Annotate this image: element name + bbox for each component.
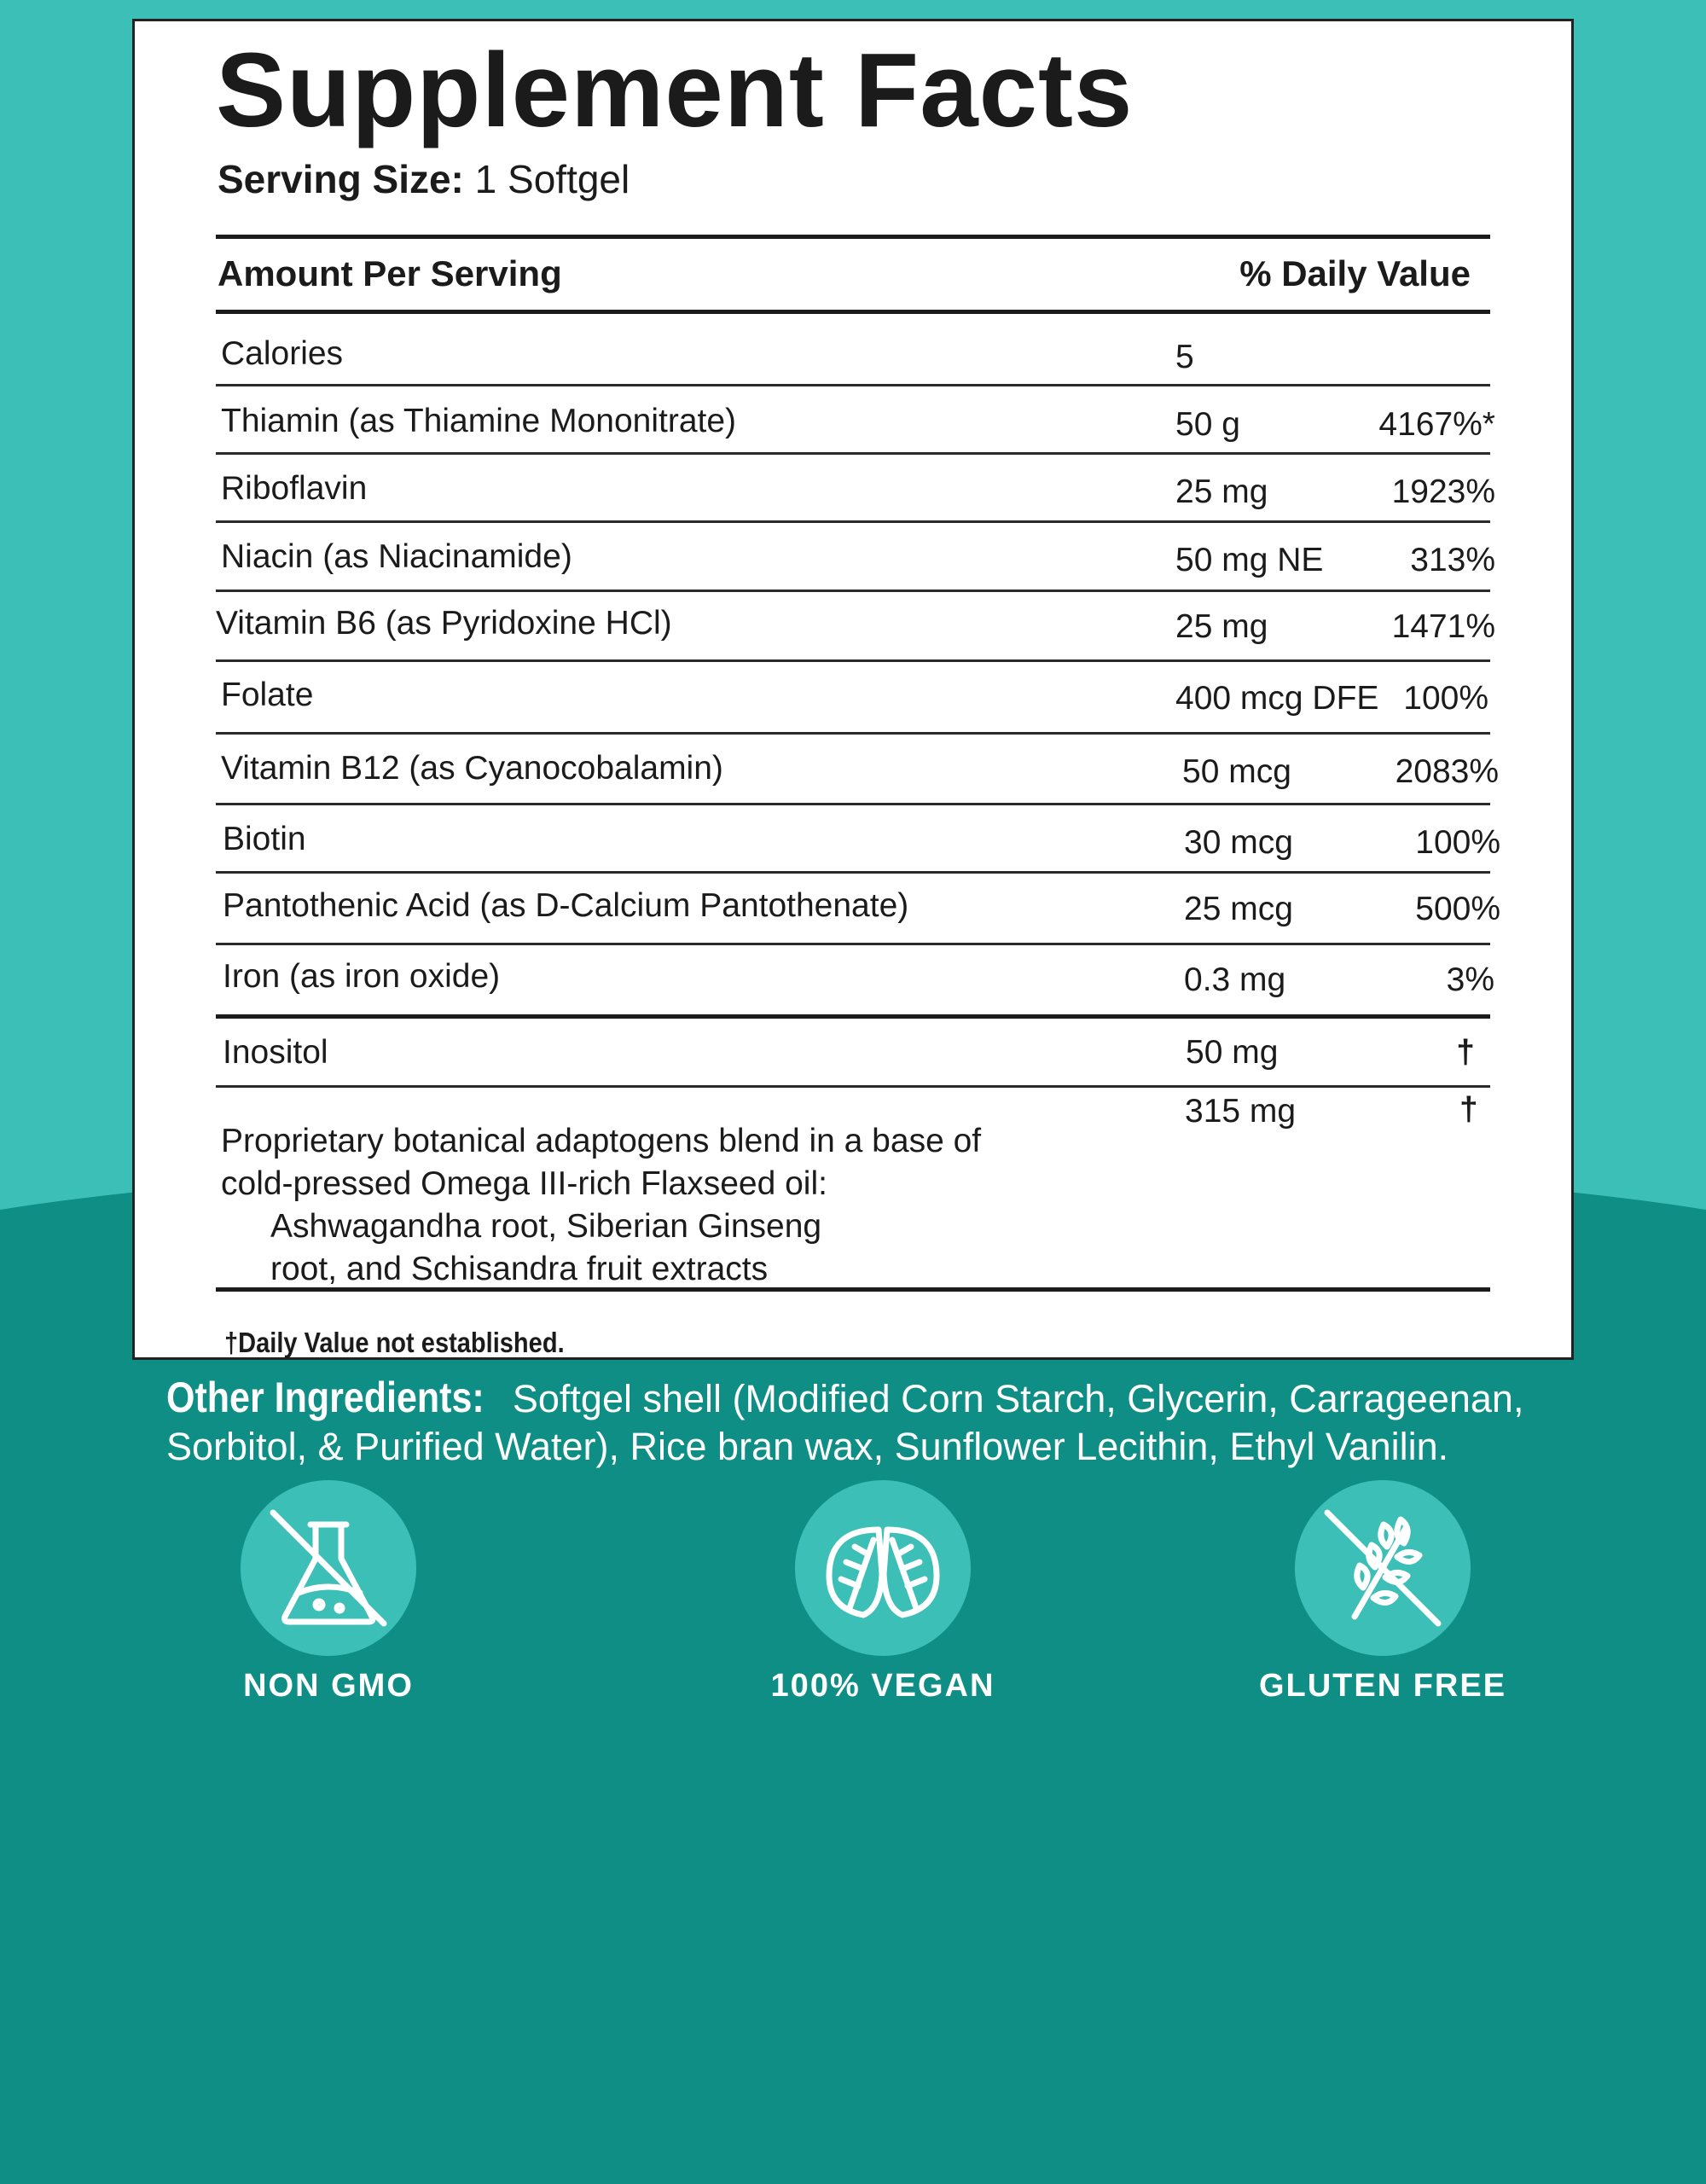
nutrient-name: Pantothenic Acid (as D-Calcium Pantothenate) xyxy=(223,887,909,924)
nutrient-dv: 3% xyxy=(1446,961,1494,998)
nutrient-amount: 30 mcg xyxy=(1184,824,1293,861)
blend-line: Ashwagandha root, Siberian Ginseng xyxy=(270,1208,822,1245)
nutrient-amount: 5 xyxy=(1175,339,1194,375)
nutrient-amount: 50 g xyxy=(1175,406,1240,443)
nutrient-amount: 25 mg xyxy=(1175,473,1268,510)
nutrient-name: Niacin (as Niacinamide) xyxy=(221,538,572,575)
other-ingredients xyxy=(166,1374,1582,1471)
nutrient-amount: 25 mcg xyxy=(1184,891,1293,927)
nutrient-amount: 400 mcg DFE xyxy=(1175,680,1379,717)
wheat-crossed-icon xyxy=(1295,1480,1471,1656)
nutrient-dv: 2083% xyxy=(1395,753,1499,790)
row-divider xyxy=(216,943,1490,945)
panel-title: Supplement Facts xyxy=(216,32,1134,149)
amount-per-serving-header: Amount Per Serving xyxy=(218,253,562,293)
nutrient-amount: 50 mg xyxy=(1186,1034,1279,1071)
nutrient-dv: 1923% xyxy=(1391,473,1495,510)
other-ingredients-text: Softgel shell (Modified Corn Starch, Glycerin, Carrageenan, Sorbitol, & Purified Water), Rice bran wax, Sunflower Lecithin, Ethyl Vanilin. xyxy=(166,1377,1524,1468)
nutrient-amount: 25 mg xyxy=(1175,608,1268,645)
non-gmo-label: NON GMO xyxy=(243,1668,414,1704)
serving-size xyxy=(218,156,630,202)
nutrient-dv: 500% xyxy=(1415,891,1500,927)
nutrient-name: Iron (as iron oxide) xyxy=(223,958,501,995)
header-rule xyxy=(216,310,1490,314)
blend-line: root, and Schisandra fruit extracts xyxy=(270,1251,769,1287)
supplement-facts-panel xyxy=(132,19,1574,1360)
serving-size-value: 1 Softgel xyxy=(474,157,630,201)
nutrient-dv: 1471% xyxy=(1391,608,1495,645)
section-rule xyxy=(216,1014,1490,1019)
blend-amount: 315 mg xyxy=(1185,1093,1297,1130)
row-divider xyxy=(216,1085,1490,1088)
nutrient-dv: † xyxy=(1456,1034,1475,1071)
nutrient-name: Thiamin (as Thiamine Mononitrate) xyxy=(221,403,737,439)
flask-crossed-icon xyxy=(241,1480,416,1656)
nutrient-amount: 50 mcg xyxy=(1182,753,1291,790)
blend-line: Proprietary botanical adaptogens blend in a base of xyxy=(221,1123,982,1159)
gluten-free-label: GLUTEN FREE xyxy=(1258,1668,1507,1704)
row-divider xyxy=(216,520,1490,523)
proprietary-blend xyxy=(221,1120,981,1291)
non-gmo-badge xyxy=(241,1480,416,1656)
nutrient-dv: 100% xyxy=(1403,680,1488,717)
row-divider xyxy=(216,590,1490,592)
nutrient-dv: 4167%* xyxy=(1378,406,1495,443)
top-rule xyxy=(216,235,1490,239)
row-divider xyxy=(216,452,1490,455)
blend-dv: † xyxy=(1459,1091,1478,1128)
leaves-icon xyxy=(795,1480,971,1656)
nutrient-name: Folate xyxy=(221,677,314,713)
row-divider xyxy=(216,803,1490,805)
nutrient-amount: 0.3 mg xyxy=(1184,961,1286,998)
nutrient-name: Vitamin B6 (as Pyridoxine HCl) xyxy=(216,605,672,642)
nutrient-dv: 100% xyxy=(1415,824,1500,861)
gluten-free-badge xyxy=(1295,1480,1471,1656)
nutrient-name: Calories xyxy=(221,335,344,372)
daily-value-header: % Daily Value xyxy=(1239,253,1471,293)
nutrient-name: Biotin xyxy=(223,821,306,857)
blend-line: cold-pressed Omega III-rich Flaxseed oil: xyxy=(221,1165,827,1202)
serving-size-label: Serving Size: xyxy=(218,157,464,201)
row-divider xyxy=(216,732,1490,735)
row-divider xyxy=(216,659,1490,662)
nutrient-amount: 50 mg NE xyxy=(1175,542,1324,578)
vegan-label: 100% VEGAN xyxy=(770,1668,995,1704)
nutrient-dv: 313% xyxy=(1410,542,1495,578)
nutrient-name: Inositol xyxy=(223,1034,328,1071)
nutrient-name: Vitamin B12 (as Cyanocobalamin) xyxy=(221,750,723,787)
footnote: †Daily Value not established. xyxy=(224,1327,565,1358)
other-ingredients-label: Other Ingredients: xyxy=(166,1374,485,1421)
vegan-badge xyxy=(795,1480,971,1656)
row-divider xyxy=(216,384,1490,386)
bottom-rule xyxy=(216,1287,1490,1292)
nutrient-name: Riboflavin xyxy=(221,470,368,507)
row-divider xyxy=(216,871,1490,874)
